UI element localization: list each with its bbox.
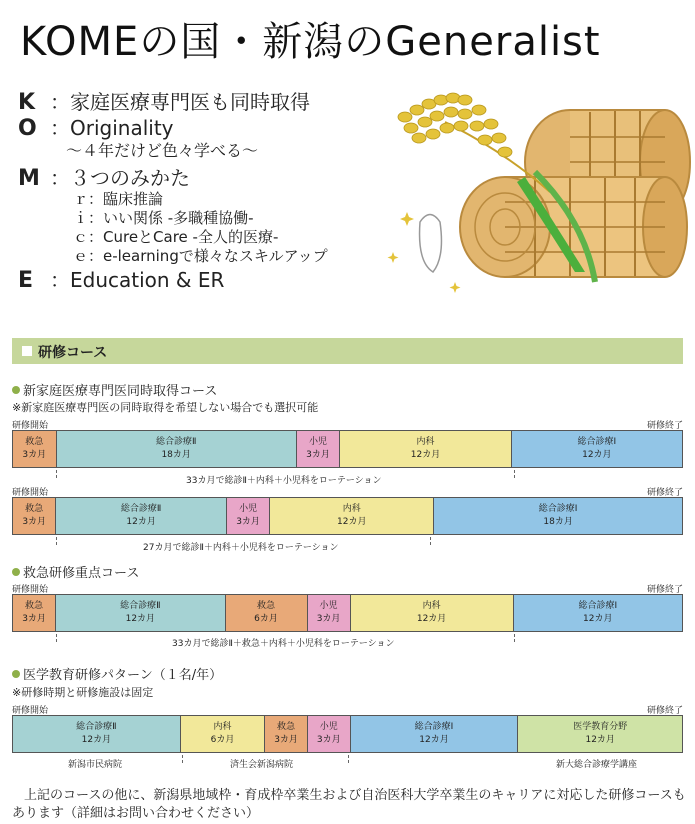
timeline-segment <box>227 498 270 534</box>
rotation-note: 27カ月で総診Ⅱ＋内科＋小児科をローテーション <box>143 543 339 553</box>
bracket-mark <box>514 634 515 642</box>
kome-m <box>18 162 398 191</box>
segment-name: 小児 <box>239 504 258 514</box>
kome-letter: M <box>18 166 40 191</box>
end-label: 研修終了 <box>646 488 683 498</box>
section-header <box>12 338 683 364</box>
end-label: 研修終了 <box>646 585 683 595</box>
timeline-segment <box>13 716 181 752</box>
segment-duration: 3カ月 <box>306 450 330 460</box>
timeline-segment <box>351 716 519 752</box>
timeline-segment <box>181 716 265 752</box>
section-title: 研修コース <box>38 345 108 361</box>
square-icon <box>22 346 32 356</box>
kome-text: ：Education & ER <box>50 268 225 292</box>
segment-duration: 3カ月 <box>22 614 46 624</box>
facility-label: 新大総合診療学講座 <box>556 760 638 770</box>
course-heading-text: 医学教育研修パターン（１名/年） <box>23 668 223 683</box>
timeline-bar <box>12 715 683 753</box>
bullet-icon <box>12 568 20 576</box>
rotation-note: 33カ月で総診Ⅱ＋救急＋内科＋小児科をローテーション <box>172 639 395 649</box>
bracket-mark <box>56 634 57 642</box>
segment-name: 内科 <box>416 437 435 447</box>
segment-duration: 12カ月 <box>583 614 613 624</box>
segment-duration: 3カ月 <box>316 614 341 624</box>
timeline-segment <box>270 498 434 534</box>
rice-grain-icon <box>420 215 442 273</box>
timeline-bar <box>12 497 683 535</box>
segment-duration: 12カ月 <box>126 517 156 527</box>
footer-note: 上記のコースの他に、新潟県地域枠・育成枠卒業生および自治医科大学卒業生のキャリアに対応した研修コースもあります（詳細はお問い合わせください） <box>12 788 686 821</box>
course-heading <box>12 562 139 581</box>
kome-o-sub: ～４年だけど色々学べる～ <box>66 141 259 160</box>
segment-name: 救急 <box>257 601 276 611</box>
timeline-segment <box>518 716 682 752</box>
segment-name: 総合診療Ⅱ <box>76 722 117 732</box>
segment-name: 救急 <box>25 437 44 447</box>
timeline-segment <box>13 498 56 534</box>
timeline-segment <box>308 716 351 752</box>
segment-duration: 12カ月 <box>81 735 112 745</box>
bracket-mark <box>182 755 183 763</box>
bullet-icon <box>12 386 20 394</box>
kome-m-item: ｅ：e-learningで様々なスキルアップ <box>73 247 328 265</box>
segment-duration: 12カ月 <box>585 735 615 745</box>
bracket-mark <box>348 755 349 763</box>
segment-duration: 6カ月 <box>210 735 235 745</box>
course-heading-text: 救急研修重点コース <box>23 566 140 581</box>
course-note: ※新家庭医療専門医の同時取得を希望しない場合でも選択可能 <box>12 401 319 414</box>
segment-duration: 3カ月 <box>22 517 47 527</box>
segment-duration: 12カ月 <box>337 517 367 527</box>
segment-duration: 18カ月 <box>161 450 191 460</box>
segment-duration: 6カ月 <box>254 614 278 624</box>
kome-list <box>18 86 398 293</box>
timeline-segment <box>56 498 227 534</box>
timeline-segment <box>13 595 56 631</box>
segment-duration: 12カ月 <box>125 614 156 624</box>
segment-name: 総合診療Ⅰ <box>578 601 618 611</box>
end-label: 研修終了 <box>646 421 683 431</box>
segment-name: 救急 <box>277 722 296 732</box>
segment-name: 総合診療Ⅰ <box>414 722 454 732</box>
timeline-segment <box>226 595 308 631</box>
timeline-segment <box>514 595 682 631</box>
segment-name: 小児 <box>309 437 328 447</box>
timeline-segment <box>57 431 297 467</box>
kome-e <box>18 264 398 293</box>
start-label: 研修開始 <box>12 421 49 431</box>
timeline-segment <box>340 431 511 467</box>
timeline-segment <box>265 716 308 752</box>
segment-name: 総合診療Ⅱ <box>120 504 162 514</box>
segment-duration: 18カ月 <box>543 517 573 527</box>
timeline-segment <box>434 498 682 534</box>
segment-name: 内科 <box>342 504 361 514</box>
course-note: ※研修時期と研修施設は固定 <box>12 686 154 699</box>
bracket-mark <box>56 537 57 545</box>
segment-name: 総合診療Ⅰ <box>577 437 617 447</box>
kome-letter: O <box>18 116 37 141</box>
start-label: 研修開始 <box>12 585 49 595</box>
page-title: KOMEの国・新潟のGeneralist <box>20 19 601 65</box>
segment-name: 医学教育分野 <box>573 722 628 732</box>
segment-name: 内科 <box>213 722 232 732</box>
course-heading <box>12 380 217 399</box>
facility-label: 済生会新潟病院 <box>230 760 294 770</box>
start-label: 研修開始 <box>12 706 49 716</box>
kome-text: ：家庭医療専門医も同時取得 <box>50 90 310 114</box>
segment-duration: 12カ月 <box>419 735 449 745</box>
timeline-segment <box>512 431 682 467</box>
segment-name: 小児 <box>319 722 338 732</box>
facility-label: 新潟市民病院 <box>68 760 123 770</box>
segment-duration: 12カ月 <box>416 614 447 624</box>
bullet-icon <box>12 670 20 678</box>
course-heading-text: 新家庭医療専門医同時取得コース <box>23 384 218 399</box>
bracket-mark <box>430 537 431 545</box>
kome-o <box>18 112 398 141</box>
segment-duration: 3カ月 <box>274 735 298 745</box>
kome-m-item: ｃ：CureとCare -全人的医療- <box>73 228 279 246</box>
kome-text: ：３つのみかた <box>50 166 190 190</box>
segment-name: 総合診療Ⅱ <box>155 437 197 447</box>
segment-name: 総合診療Ⅰ <box>538 504 578 514</box>
bracket-mark <box>56 470 57 478</box>
timeline-segment <box>56 595 225 631</box>
segment-duration: 3カ月 <box>22 450 47 460</box>
course-heading <box>12 664 222 683</box>
timeline-segment <box>308 595 351 631</box>
segment-name: 小児 <box>319 601 338 611</box>
segment-name: 総合診療Ⅱ <box>120 601 161 611</box>
timeline-segment <box>13 431 57 467</box>
segment-duration: 3カ月 <box>316 735 341 745</box>
segment-duration: 12カ月 <box>410 450 441 460</box>
timeline-segment <box>297 431 341 467</box>
kome-k <box>18 86 398 115</box>
timeline-segment <box>351 595 514 631</box>
bracket-mark <box>514 470 515 478</box>
segment-name: 救急 <box>25 504 44 514</box>
kome-letter: K <box>18 90 36 115</box>
kome-letter: E <box>18 268 34 293</box>
timeline-bar <box>12 430 683 468</box>
end-label: 研修終了 <box>646 706 683 716</box>
rice-bales-illustration <box>385 82 695 297</box>
segment-duration: 3カ月 <box>236 517 260 527</box>
kome-m-item: ｉ：いい関係 -多職種協働- <box>73 209 254 227</box>
segment-name: 救急 <box>25 601 44 611</box>
rotation-note: 33カ月で総診Ⅱ＋内科＋小児科をローテーション <box>186 476 382 486</box>
timeline-bar <box>12 594 683 632</box>
segment-name: 内科 <box>422 601 441 611</box>
start-label: 研修開始 <box>12 488 49 498</box>
kome-text: ：Originality <box>50 116 174 140</box>
kome-m-item: ｒ：臨床推論 <box>73 190 164 208</box>
segment-duration: 12カ月 <box>582 450 612 460</box>
